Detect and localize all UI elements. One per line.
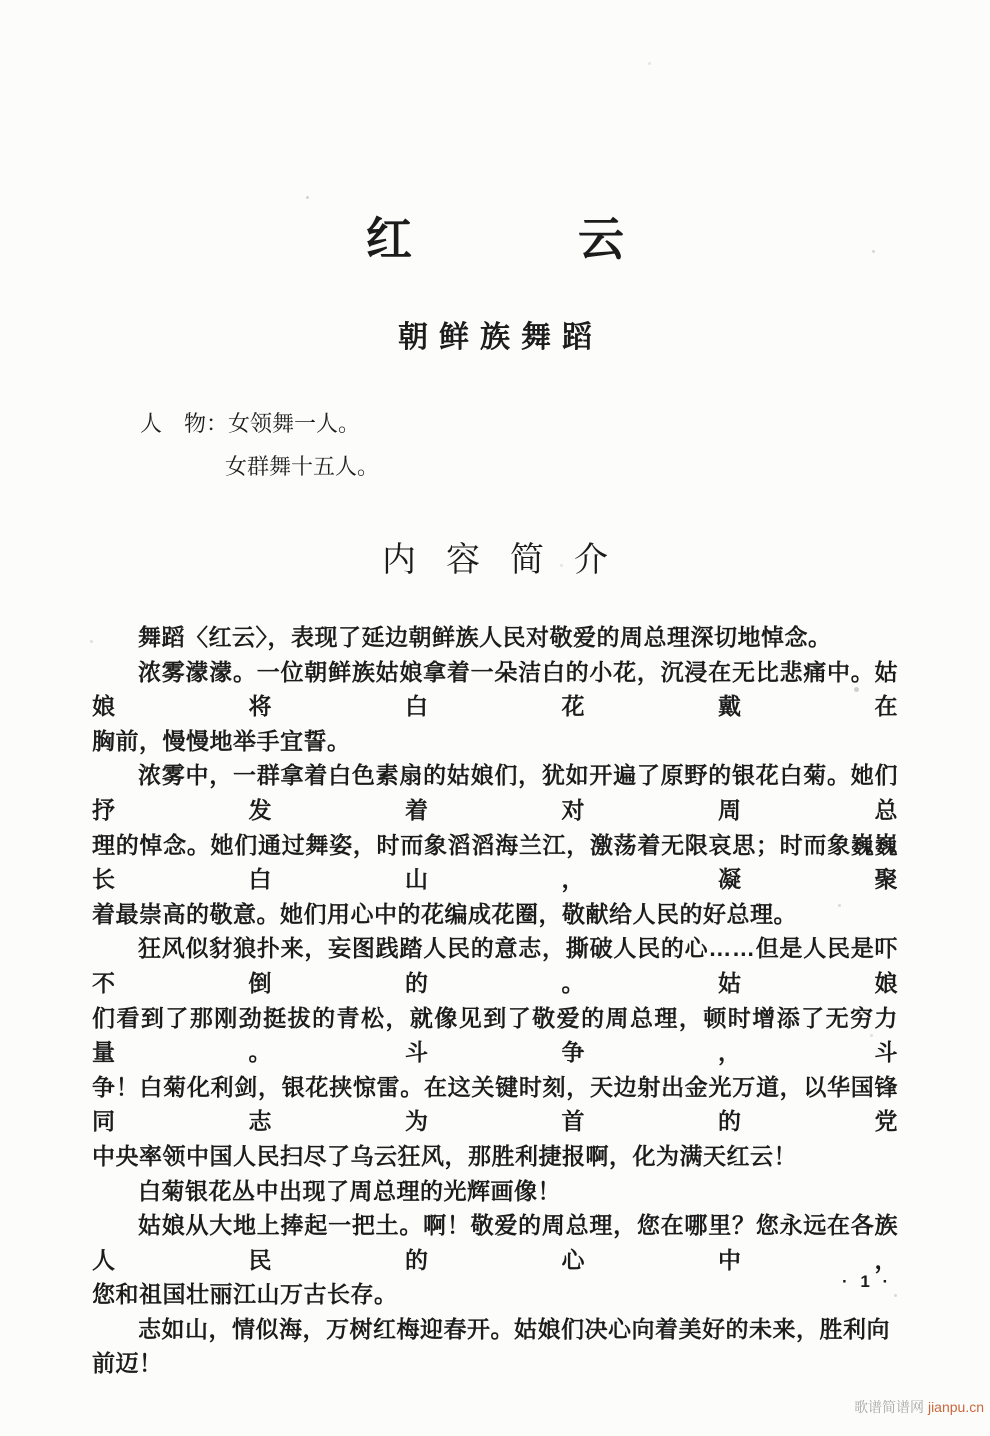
document-subtitle: 朝鲜族舞蹈 [398,321,603,354]
body-line: 您和祖国壮丽江山万古长存。 [92,1281,398,1308]
scan-noise [306,196,309,199]
watermark [854,1398,984,1416]
body-line: 们看到了那刚劲挺拔的青松，就像见到了敬爱的周总理，顿时增添了无穷力量。斗争，斗 [92,1004,898,1066]
watermark-site-name: 歌谱简谱网 [854,1399,925,1415]
body-line: 志如山，情似海，万树红梅迎春开。姑娘们决心向着美好的未来，胜利向前迈！ [92,1315,890,1377]
title-char-2: 云 [578,213,624,265]
body-text [92,620,898,1381]
body-line: 狂风似豺狼扑来，妄图践踏人民的意志，撕破人民的心……但是人民是吓不倒的。姑娘 [92,935,898,996]
body-line: 着最崇高的敬意。她们用心中的花编成花圈，敬献给人民的好总理。 [92,900,797,927]
page-number: · 1 · [842,1272,893,1291]
cast-line-2: 女群舞十五人。 [225,454,380,479]
body-line: 舞蹈〈红云〉，表现了延边朝鲜族人民对敬爱的周总理深切地悼念。 [138,624,832,650]
cast-line-1: 人 物：女领舞一人。 [140,411,361,436]
document-title [0,214,990,264]
body-line: 浓雾濛濛。一位朝鲜族姑娘拿着一朵洁白的小花，沉浸在无比悲痛中。姑娘将白花戴在 [92,658,898,720]
title-char-1: 红 [366,213,412,265]
body-line: 姑娘从大地上捧起一把土。啊！敬爱的周总理，您在哪里？您永远在各族人民的心中， [92,1212,898,1273]
body-line: 理的悼念。她们通过舞姿，时而象滔滔海兰江，激荡着无限哀思；时而象巍巍长白山，凝聚 [92,831,898,893]
body-line: 白菊银花丛中出现了周总理的光辉画像！ [138,1177,561,1204]
body-line: 争！白菊化利剑，银花挟惊雷。在这关键时刻，天边射出金光万道，以华国锋同志为首的党 [92,1073,898,1135]
body-line: 浓雾中，一群拿着白色素扇的姑娘们，犹如开遍了原野的银花白菊。她们抒发着对周总 [92,762,898,823]
watermark-site-url: jianpu.cn [927,1399,984,1415]
body-line: 胸前，慢慢地举手宜誓。 [92,727,351,754]
section-heading: 内容简介 [382,542,638,579]
cast-list [140,402,379,488]
body-line: 中央率领中国人民扫尽了乌云狂风，那胜利捷报啊，化为满天红云！ [92,1142,797,1169]
